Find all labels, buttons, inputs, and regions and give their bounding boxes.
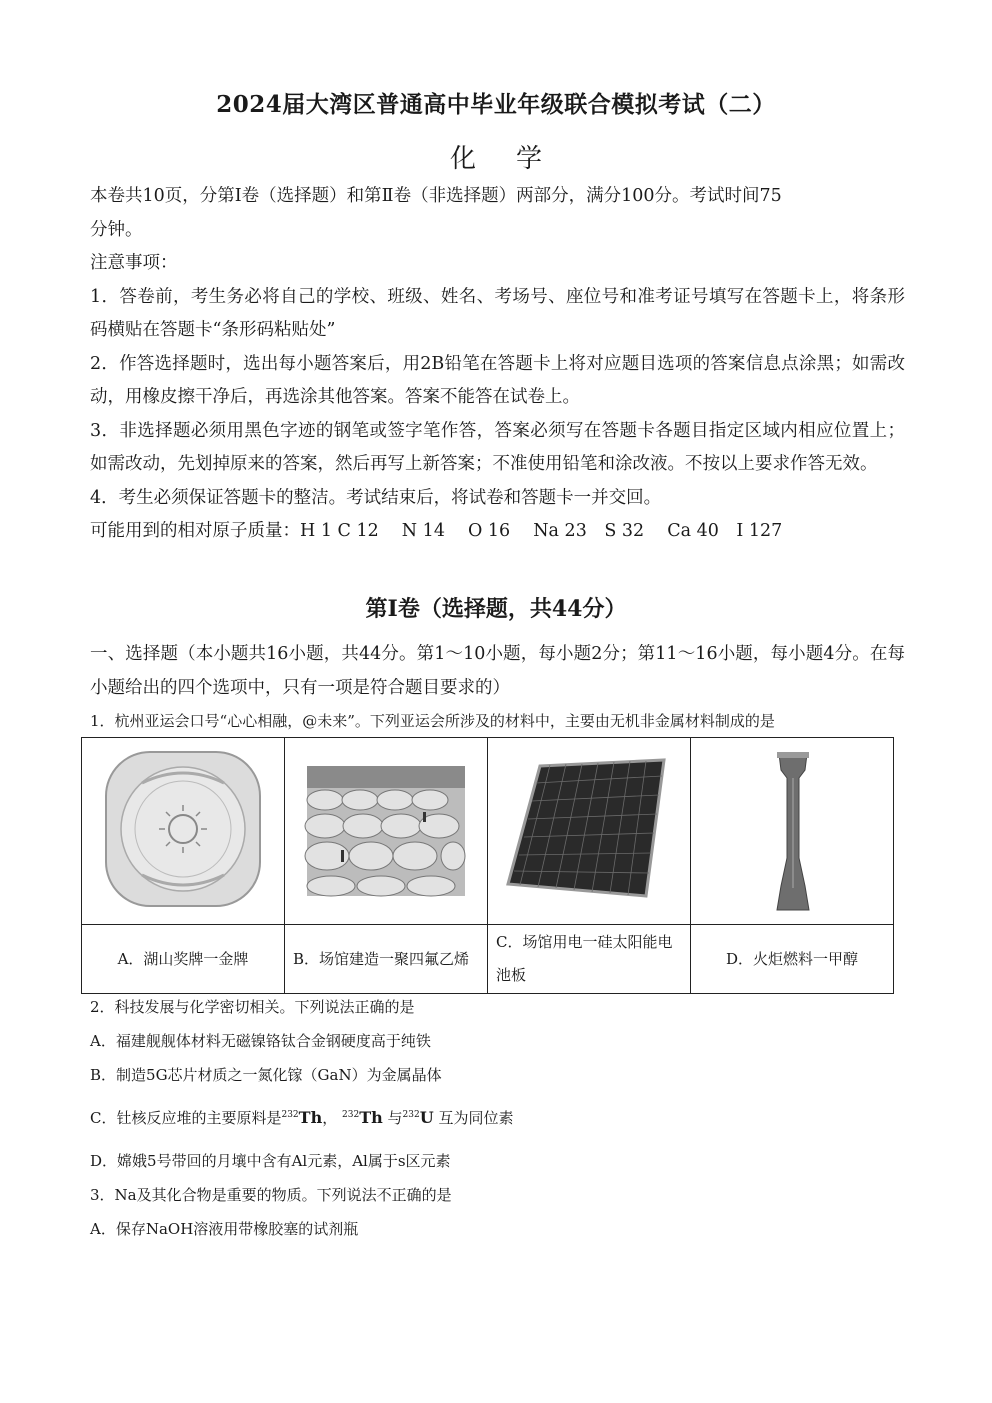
mass-number: 232	[342, 1110, 360, 1120]
option-b-image-cell	[285, 738, 488, 925]
question-3-option-a: A．保存NaOH溶液用带橡胶塞的试剂瓶	[90, 1220, 359, 1238]
option-c-image-cell	[488, 738, 691, 925]
option-c-label: C．场馆用电一硅太阳能电池板	[488, 925, 691, 994]
question-1-options-table	[81, 737, 894, 994]
notice-item: 2．作答选择题时，选出每小题答案后，用2B铅笔在答题卡上将对应题目选项的答案信息点涂黑；如需改动，用橡皮擦干净后，再选涂其他答案。答案不能答在试卷上。	[90, 353, 905, 407]
option-b-label: B．场馆建造一聚四氟乙烯	[285, 925, 488, 994]
intro-paragraph	[90, 180, 905, 549]
option-a-image-cell	[82, 738, 285, 925]
option-c-suffix: 互为同位素	[438, 1109, 514, 1127]
notice-item: 1．答卷前，考生务必将自己的学校、班级、姓名、考场号、座位号和准考证号填写在答题卡上，将条形码横贴在答题卡“条形码粘贴处”	[90, 286, 905, 340]
question-2-stem: 2．科技发展与化学密切相关。下列说法正确的是	[90, 998, 415, 1016]
question-2-option-d: D．嫦娥5号带回的月壤中含有Al元素，Al属于s区元素	[90, 1152, 451, 1170]
element-symbol: Th	[359, 1108, 383, 1127]
connector: 与	[387, 1109, 403, 1127]
option-d-image-cell	[691, 738, 894, 925]
intro-line-2: 分钟。	[90, 219, 143, 240]
notice-item: 3．非选择题必须用黑色字迹的钢笔或签字笔作答，答案必须写在答题卡各题目指定区域内相应位置上；如需改动，先划掉原来的答案，然后再写上新答案；不准使用铅笔和涂改液。不按以上要求作答无效。	[90, 420, 905, 474]
element-symbol: U	[419, 1108, 434, 1127]
question-2-option-a: A．福建舰舰体材料无磁镍铬钛合金钢硬度高于纯铁	[90, 1032, 431, 1050]
element-symbol: Th	[298, 1108, 323, 1127]
subject-title: 化学	[449, 144, 582, 174]
question-2-option-b: B．制造5G芯片材质之一氮化镓（GaN）为金属晶体	[90, 1066, 442, 1084]
question-2-option-c	[90, 1104, 905, 1129]
notice-item: 4．考生必须保证答题卡的整洁。考试结束后，将试卷和答题卡一并交回。	[90, 487, 662, 508]
question-1-stem: 1．杭州亚运会口号“心心相融，@未来”。下列亚运会所涉及的材料中，主要由无机非金属材料制成的是	[90, 712, 775, 730]
atomic-masses: 可能用到的相对原子质量：H 1 C 12 N 14 O 16 Na 23 S 32 Ca 40 I 127	[90, 521, 783, 541]
solar-panel-image	[488, 738, 690, 920]
medal-image	[82, 738, 284, 920]
option-a-label: A．湖山奖牌一金牌	[82, 925, 285, 994]
mass-number: 232	[402, 1110, 420, 1120]
stadium-roof-image	[285, 738, 487, 920]
mass-number: 232	[281, 1110, 299, 1120]
section-title: 第Ⅰ卷（选择题，共44分）	[365, 596, 627, 622]
torch-image	[691, 738, 893, 920]
question-3-stem: 3．Na及其化合物是重要的物质。下列说法不正确的是	[90, 1186, 452, 1204]
intro-line-1: 本卷共10页，分第Ⅰ卷（选择题）和第Ⅱ卷（非选择题）两部分，满分100分。考试时间75	[90, 186, 782, 206]
section-instructions: 一、选择题（本小题共16小题，共44分。第1～10小题，每小题2分；第11～16小题，每小题4分。在每小题给出的四个选项中，只有一项是符合题目要求的）	[90, 644, 905, 698]
option-d-label: D．火炬燃料一甲醇	[691, 925, 894, 994]
notice-heading: 注意事项：	[90, 253, 178, 273]
separator: ，	[322, 1109, 338, 1127]
exam-title: 2024届大湾区普通高中毕业年级联合模拟考试（二）	[216, 91, 776, 118]
option-c-prefix: C．钍核反应堆的主要原料是	[90, 1109, 282, 1127]
